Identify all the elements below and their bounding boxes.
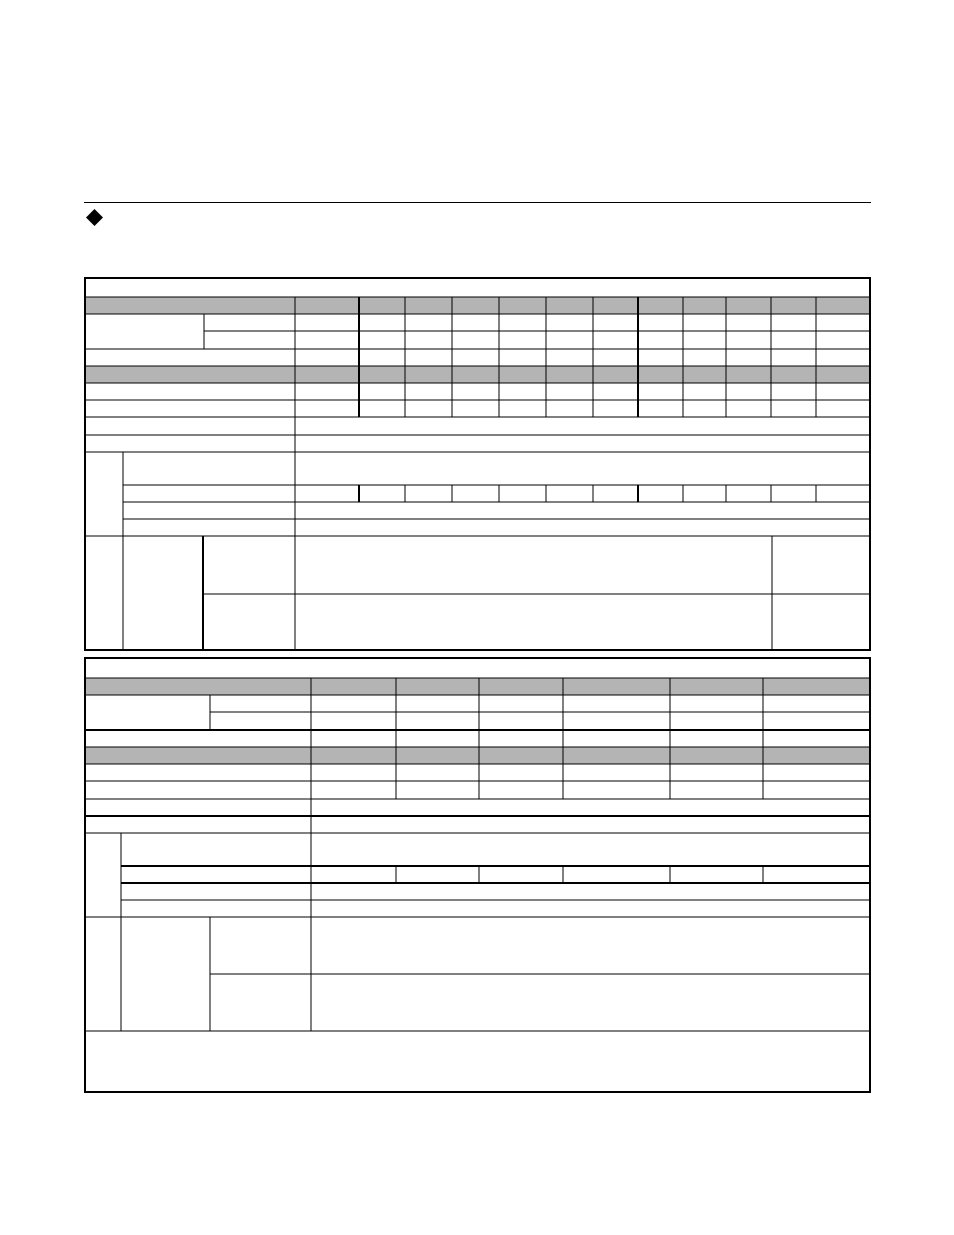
table-2-header-band-1 [86,678,869,695]
table-1-header-band-1 [86,297,869,314]
table-2-header-band-2 [86,747,869,764]
specifications-table-2 [84,657,871,1093]
table-1-header-band-2 [86,366,869,383]
diamond-bullet-icon [86,209,103,226]
specifications-table-1 [84,277,871,651]
table-1-grid [86,279,869,649]
table-2-grid [86,659,869,1091]
heading-rule [84,202,871,203]
